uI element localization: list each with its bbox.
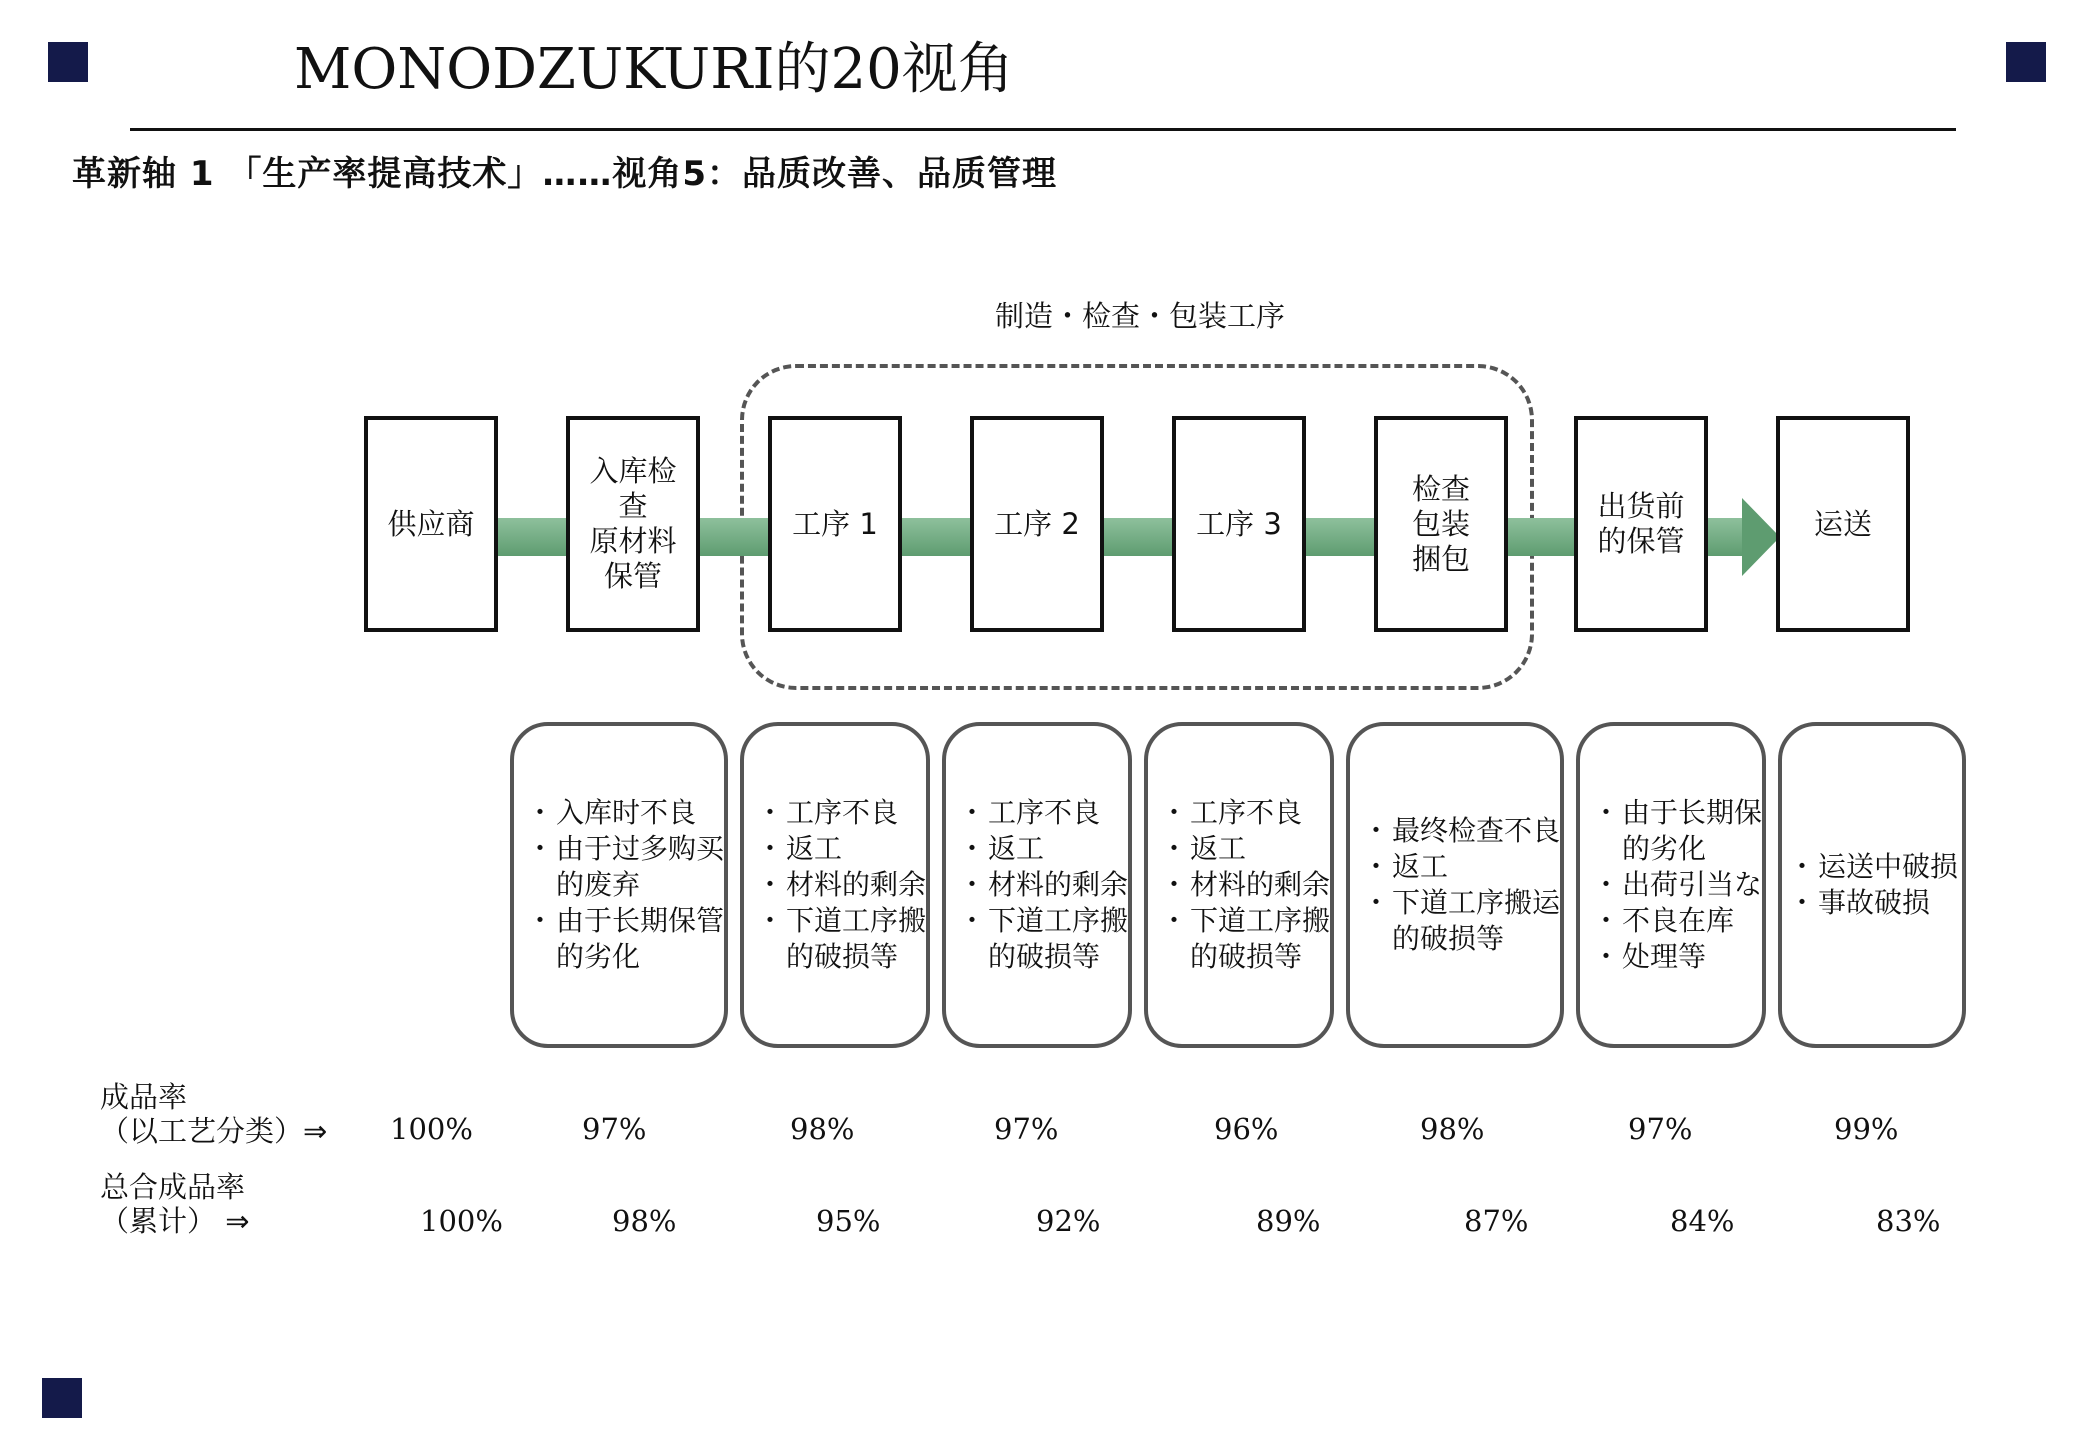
- process-box-pre-shipment-storage: [1574, 416, 1708, 632]
- text-line: 出货前: [1597, 489, 1685, 523]
- issue-item: ・ 工序不良: [764, 795, 926, 831]
- process-box-label: [1412, 472, 1470, 577]
- top-right-square-marker: [2006, 42, 2046, 82]
- process-yield-value: 96%: [1214, 1112, 1279, 1146]
- process-yield-value: 98%: [790, 1112, 855, 1146]
- process-box-process-1: [768, 416, 902, 632]
- issue-item: ・ 材料的剩余: [1168, 867, 1330, 903]
- issue-item: 的劣化: [556, 940, 641, 973]
- process-box-transport: [1776, 416, 1910, 632]
- issue-item: ・ 最终检查不良: [1370, 813, 1560, 849]
- process-box-process-3: [1172, 416, 1306, 632]
- text-line: 捆包: [1411, 541, 1470, 576]
- process-box-receiving-inspection: [566, 416, 700, 632]
- issue-box-receiving: [510, 722, 728, 1048]
- cumulative-yield-value: 95%: [816, 1204, 881, 1238]
- issue-item: ・ 处理等: [1600, 939, 1762, 975]
- issue-item: ・ 返工: [764, 831, 926, 867]
- issue-box-transport: [1778, 722, 1966, 1048]
- issue-item: ・ 返工: [1168, 831, 1330, 867]
- issue-item: ・ 返工: [1370, 849, 1560, 885]
- issue-item: ・ 工序不良: [966, 795, 1128, 831]
- issue-list: [1782, 849, 1958, 921]
- issue-box-final-inspection: [1346, 722, 1564, 1048]
- issue-item: 的劣化: [1622, 832, 1707, 865]
- issue-item: ・ 下道工序搬: [966, 903, 1128, 939]
- text-line: （以工艺分类）⇒: [100, 1114, 328, 1148]
- issue-list: [1148, 795, 1330, 975]
- process-yield-value: 97%: [994, 1112, 1059, 1146]
- cumulative-yield-value: 87%: [1464, 1204, 1529, 1238]
- process-box-supplier: [364, 416, 498, 632]
- issue-item: ・ 下道工序搬: [1168, 903, 1330, 939]
- cumulative-yield-value: 92%: [1036, 1204, 1101, 1238]
- issue-list: [744, 795, 926, 975]
- issue-item: ・ 下道工序搬运: [1370, 885, 1560, 921]
- issue-item: ・ 出荷引当な: [1600, 867, 1762, 903]
- issue-item: ・ 下道工序搬: [764, 903, 926, 939]
- process-box-label: [387, 507, 474, 542]
- text-line: （累计） ⇒: [100, 1204, 250, 1238]
- process-yield-value: 97%: [1628, 1112, 1693, 1146]
- text-line: 供应商: [387, 506, 475, 541]
- issue-item: ・ 由于长期保: [1600, 795, 1762, 831]
- issue-list: [1350, 813, 1560, 957]
- process-box-label: [994, 507, 1080, 542]
- process-box-label: [589, 454, 676, 594]
- bottom-left-square-marker: [42, 1378, 82, 1418]
- issue-box-process-3: [1144, 722, 1334, 1048]
- text-line: 原材料: [589, 524, 677, 558]
- cumulative-yield-value: 84%: [1670, 1204, 1735, 1238]
- issue-item: ・ 材料的剩余: [764, 867, 926, 903]
- text-line: 的保管: [1597, 524, 1685, 558]
- issue-item: ・ 由于长期保管: [534, 903, 724, 939]
- text-line: 总合成品率: [100, 1170, 246, 1204]
- text-line: 保管: [603, 559, 662, 593]
- issue-item: 的废弃: [556, 868, 641, 901]
- issue-box-process-2: [942, 722, 1132, 1048]
- text-line: 包装: [1411, 506, 1470, 541]
- issue-item: ・ 事故破损: [1796, 885, 1958, 921]
- process-yield-label: [100, 1080, 327, 1148]
- flow-arrowhead: [1742, 498, 1780, 576]
- process-box-label: [792, 507, 878, 542]
- process-box-label: [1814, 507, 1872, 542]
- top-left-square-marker: [48, 42, 88, 82]
- process-yield-value: 99%: [1834, 1112, 1899, 1146]
- stage-group-title: 制造・检查・包装工序: [994, 299, 1285, 333]
- text-line: 工序 2: [994, 506, 1080, 541]
- page-title: MONODZUKURI的20视角: [294, 37, 1014, 102]
- text-line: 检查: [1411, 471, 1470, 506]
- text-line: 运送: [1813, 506, 1872, 541]
- issue-item: 的破损等: [1190, 940, 1303, 973]
- process-box-label: [1597, 489, 1684, 559]
- cumulative-yield-value: 100%: [420, 1204, 503, 1238]
- issue-item: ・ 材料的剩余: [966, 867, 1128, 903]
- cumulative-yield-value: 98%: [612, 1204, 677, 1238]
- text-line: 工序 1: [792, 506, 878, 541]
- process-yield-value: 98%: [1420, 1112, 1485, 1146]
- process-box-process-2: [970, 416, 1104, 632]
- text-line: 查: [618, 489, 648, 523]
- title-divider: [130, 128, 1956, 131]
- issue-box-pre-shipment: [1576, 722, 1766, 1048]
- text-line: 入库检: [589, 454, 677, 488]
- issue-list: [946, 795, 1128, 975]
- issue-item: 的破损等: [1392, 922, 1505, 955]
- process-yield-value: 97%: [582, 1112, 647, 1146]
- issue-item: ・ 工序不良: [1168, 795, 1330, 831]
- process-yield-value: 100%: [390, 1112, 473, 1146]
- cumulative-yield-value: 83%: [1876, 1204, 1941, 1238]
- process-box-inspection-packing: [1374, 416, 1508, 632]
- issue-list: [1580, 795, 1762, 975]
- issue-item: ・ 不良在库: [1600, 903, 1762, 939]
- issue-item: 的破损等: [786, 940, 899, 973]
- issue-item: ・ 运送中破损: [1796, 849, 1958, 885]
- issue-item: ・ 由于过多购买: [534, 831, 724, 867]
- issue-item: 的破损等: [988, 940, 1101, 973]
- text-line: 工序 3: [1196, 506, 1282, 541]
- issue-item: ・ 返工: [966, 831, 1128, 867]
- issue-list: [514, 795, 724, 975]
- page-subtitle: 革新轴 1 「生产率提高技术」……视角5：品质改善、品质管理: [72, 154, 1057, 194]
- cumulative-yield-value: 89%: [1256, 1204, 1321, 1238]
- text-line: 成品率: [100, 1080, 188, 1114]
- process-box-label: [1196, 507, 1282, 542]
- issue-box-process-1: [740, 722, 930, 1048]
- cumulative-yield-label: [100, 1170, 250, 1238]
- issue-item: ・ 入库时不良: [534, 795, 724, 831]
